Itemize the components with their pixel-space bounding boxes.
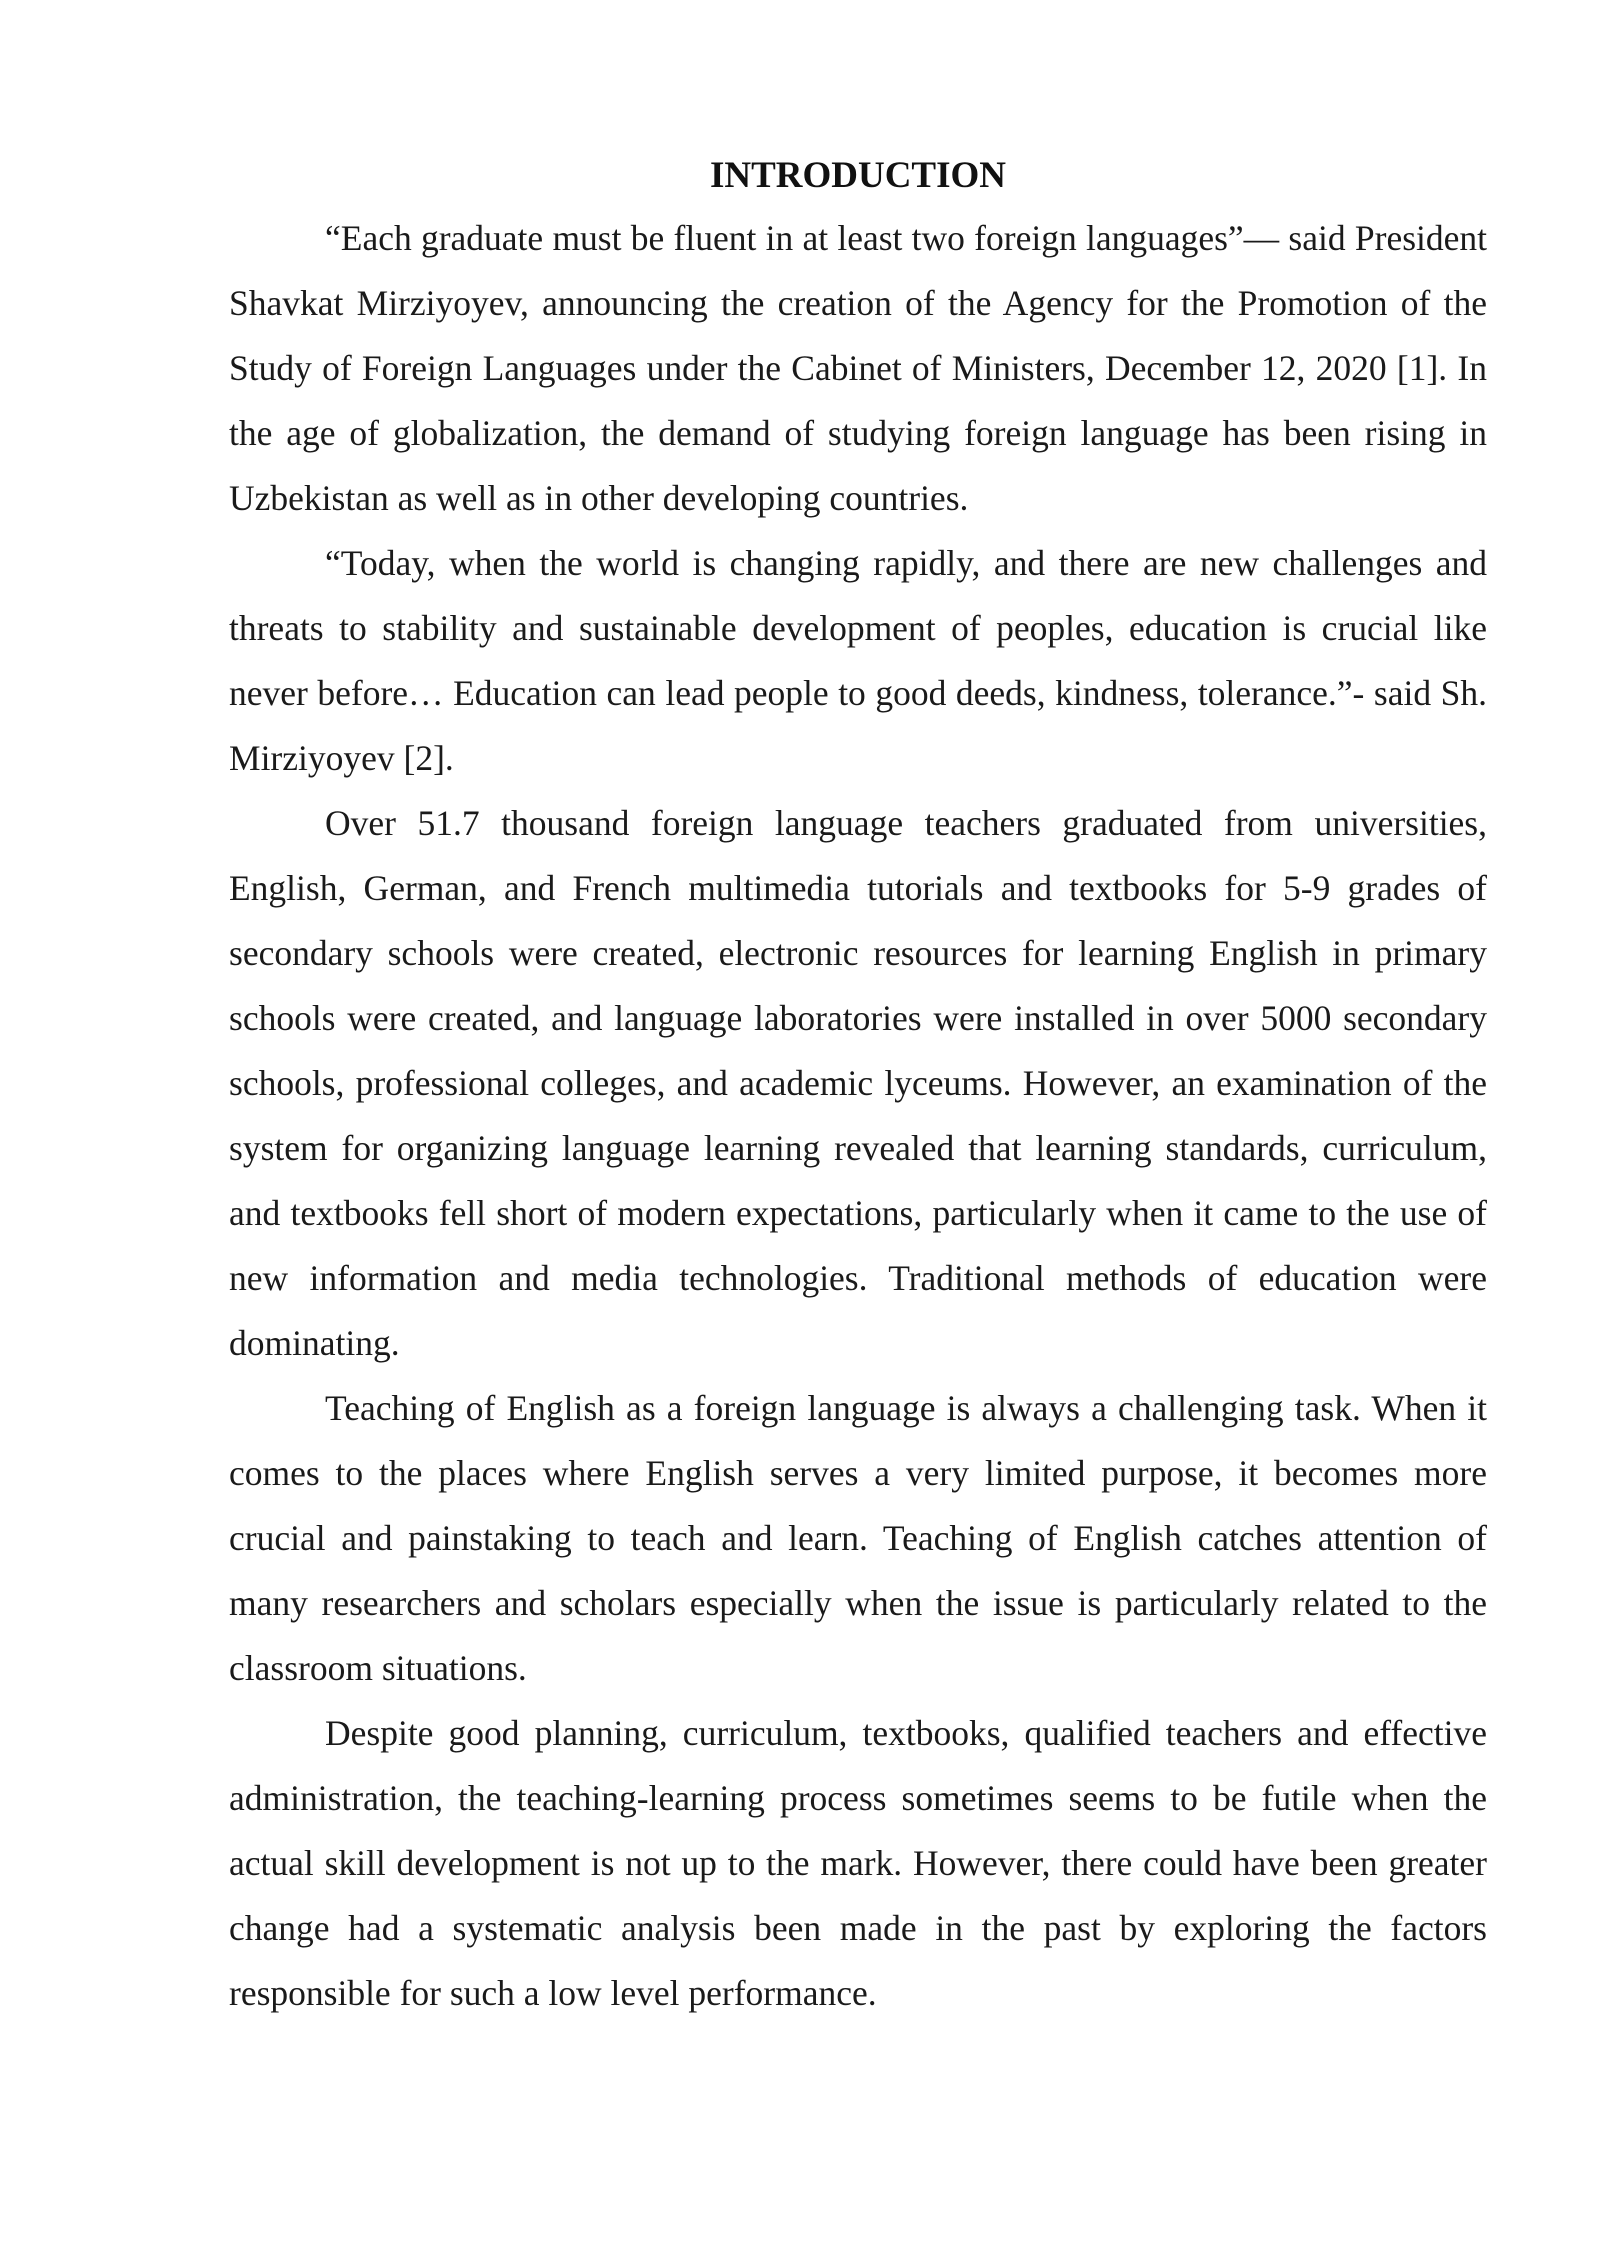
paragraph-5: Despite good planning, curriculum, textbooks, qualified teachers and effective administration, the teaching-learning process sometimes seems to be futile when the actual skill development is not up to the mark. However, there could have been greater change had a systematic analysis been made in the past by exploring the factors responsible for such a low level performance. [229, 1713, 1487, 2013]
paragraph-1: “Each graduate must be fluent in at least two foreign languages”— said President Shavkat Mirziyoyev, announcing the creation of the Agency for the Promotion of the Study of Foreign Languages under the Cabinet of Ministers, December 12, 2020 [1]. In the age of globalization, the demand of studying foreign language has been rising in Uzbekistan as well as in other developing countries. [229, 218, 1487, 518]
paragraph-2: “Today, when the world is changing rapidly, and there are new challenges and threats to stability and sustainable development of peoples, education is crucial like never before… Education can lead people to good deeds, kindness, tolerance.”- said Sh. Mirziyoyev [2]. [229, 543, 1487, 778]
document-body [229, 146, 1487, 2026]
paragraph-3: Over 51.7 thousand foreign language teachers graduated from universities, English, German, and French multimedia tutorials and textbooks for 5-9 grades of secondary schools were created, electronic resources for learning English in primary schools were created, and language laboratories were installed in over 5000 secondary schools, professional colleges, and academic lyceums. However, an examination of the system for organizing language learning revealed that learning standards, curriculum, and textbooks fell short of modern expectations, particularly when it came to the use of new information and media technologies. Traditional methods of education were dominating. [229, 803, 1487, 1363]
paragraph-4: Teaching of English as a foreign language is always a challenging task. When it comes to the places where English serves a very limited purpose, it becomes more crucial and painstaking to teach and learn. Teaching of English catches attention of many researchers and scholars especially when the issue is particularly related to the classroom situations. [229, 1388, 1487, 1688]
page-title: INTRODUCTION [709, 155, 1007, 196]
